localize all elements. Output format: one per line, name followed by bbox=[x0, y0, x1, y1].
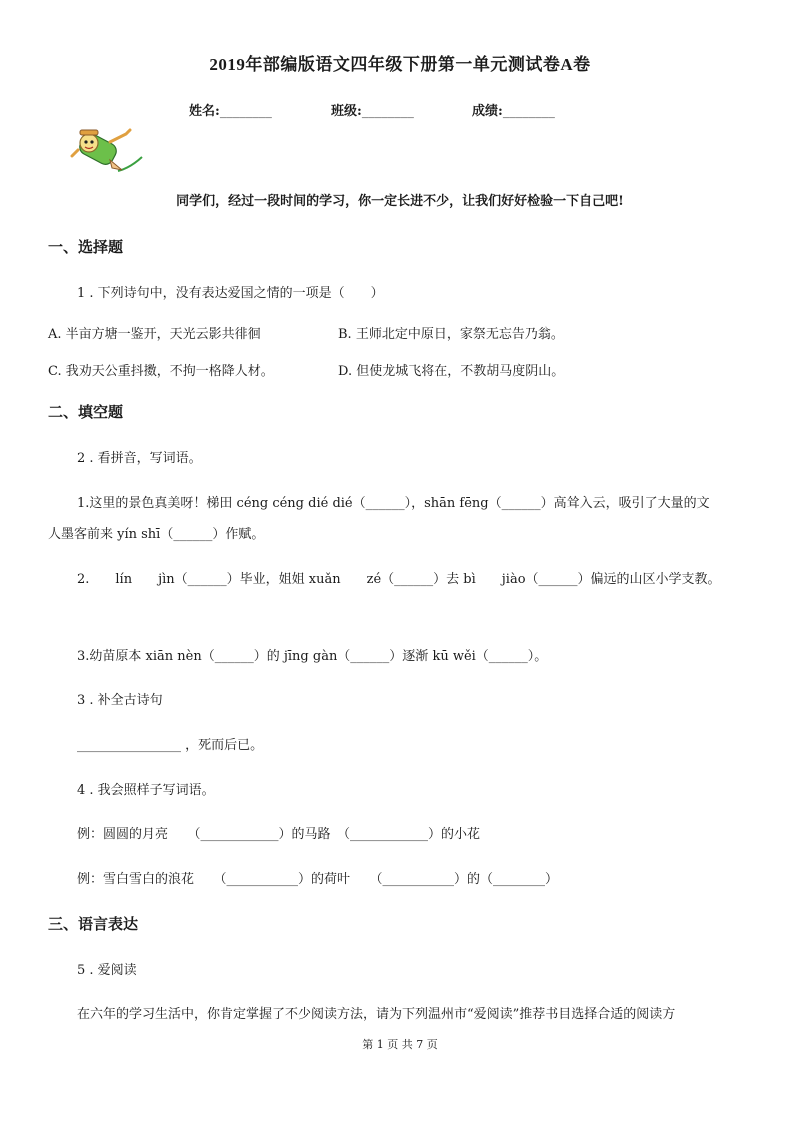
section-heading-expression: 三、语言表达 bbox=[48, 915, 139, 933]
question-5-stem: 5 . 爱阅读 bbox=[77, 963, 137, 978]
option-c: C. 我劝天公重抖擞，不拘一格降人材。 bbox=[48, 364, 274, 379]
class-label: 班级: bbox=[331, 104, 362, 119]
question-2-stem: 2 . 看拼音，写词语。 bbox=[77, 451, 202, 466]
question-4-example-1: 例：圆圆的月亮 （____________）的马路 （____________）的小花 bbox=[77, 827, 481, 842]
page-title: 2019年部编版语文四年级下册第一单元测试卷A卷 bbox=[209, 55, 591, 74]
class-blank: ________ bbox=[361, 104, 414, 119]
name-field bbox=[189, 100, 272, 119]
class-field bbox=[331, 100, 414, 119]
score-label: 成绩: bbox=[472, 104, 503, 119]
question-2-line-1a: 1.这里的景色真美呀！梯田 céng céng dié dié（______），shān fēng（______）高耸入云，吸引了大量的文 bbox=[77, 496, 710, 511]
score-field bbox=[472, 100, 555, 119]
option-a: A. 半亩方塘一鉴开，天光云影共徘徊 bbox=[48, 327, 261, 342]
question-2-line-3: 3.幼苗原本 xiān nèn（______）的 jīng gàn（______）逐渐 kū wěi（______）。 bbox=[77, 649, 548, 664]
question-4-example-2: 例：雪白雪白的浪花 （___________）的荷叶 （___________）的（________） bbox=[77, 872, 559, 887]
score-blank: ________ bbox=[502, 104, 555, 119]
option-b: B. 王师北定中原日，家祭无忘告乃翁。 bbox=[338, 327, 564, 342]
question-3-stem: 3 . 补全古诗句 bbox=[77, 693, 163, 708]
section-heading-choice: 一、选择题 bbox=[48, 238, 124, 256]
question-4-stem: 4 . 我会照样子写词语。 bbox=[77, 783, 215, 798]
question-5-line: 在六年的学习生活中，你肯定掌握了不少阅读方法，请为下列温州市“爱阅读”推荐书目选择合适的阅读方 bbox=[77, 1007, 676, 1022]
option-d: D. 但使龙城飞将在，不教胡马度阴山。 bbox=[338, 364, 565, 379]
name-blank: ________ bbox=[219, 104, 272, 119]
question-2-line-2: 2. lín jìn（______）毕业，姐姐 xuǎn zé（______）去 bì jiào（______）偏远的山区小学支教。 bbox=[77, 572, 721, 587]
pencil-mascot-icon bbox=[70, 124, 150, 176]
section-heading-fill: 二、填空题 bbox=[48, 403, 124, 421]
greeting-text: 同学们，经过一段时间的学习，你一定长进不少，让我们好好检验一下自己吧! bbox=[176, 194, 624, 209]
question-1-stem: 1 . 下列诗句中，没有表达爱国之情的一项是（ ） bbox=[77, 286, 384, 301]
page-footer: 第 1 页 共 7 页 bbox=[362, 1038, 438, 1051]
name-label: 姓名: bbox=[189, 104, 220, 119]
question-3-line: ________________ ，死而后已。 bbox=[77, 738, 264, 753]
question-2-line-1b: 人墨客前来 yín shī（______）作赋。 bbox=[48, 527, 265, 542]
